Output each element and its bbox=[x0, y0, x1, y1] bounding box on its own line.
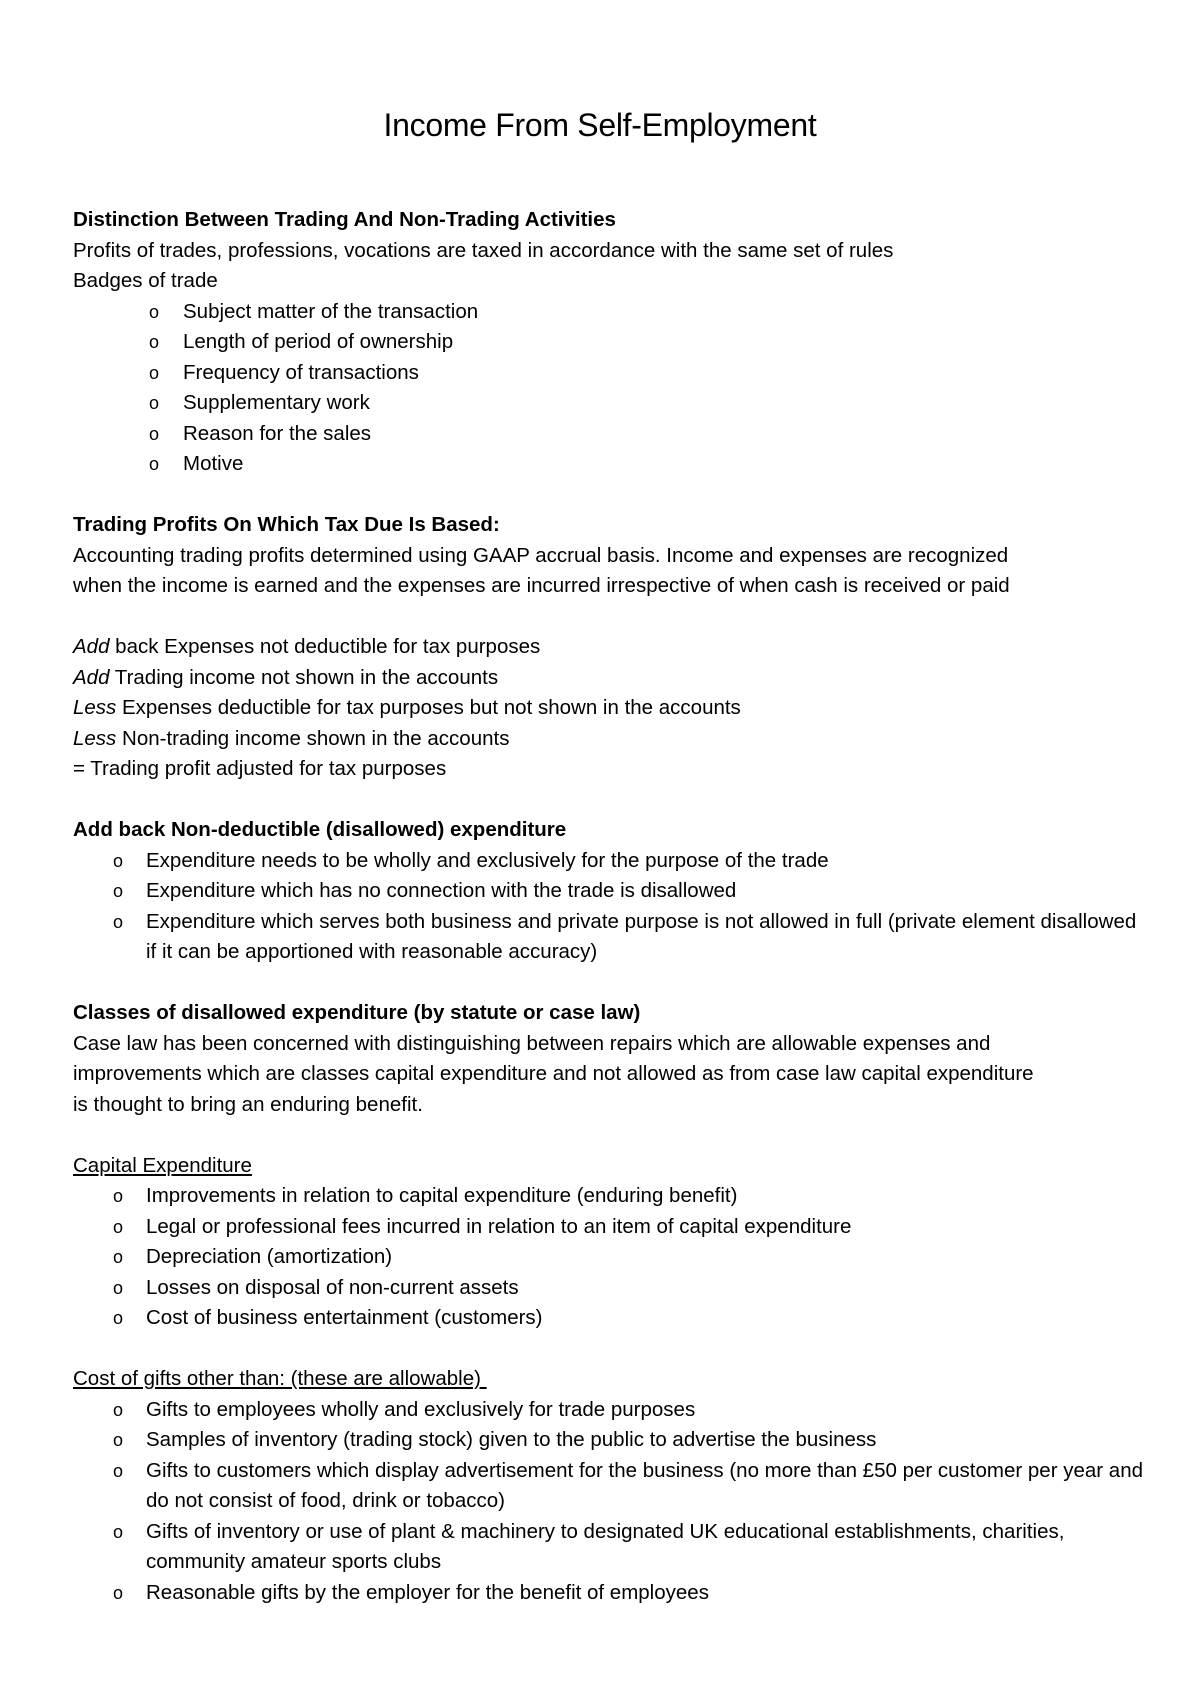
list-item: o Cost of business entertainment (customers) bbox=[73, 1303, 1153, 1334]
list-item: o Expenditure needs to be wholly and exclusively for the purpose of the trade bbox=[73, 846, 1153, 877]
list-item: o Gifts of inventory or use of plant & machinery to designated UK educational establishments, charities, community amateur sports clubs bbox=[73, 1517, 1153, 1578]
list-item: o Losses on disposal of non-current assets bbox=[73, 1273, 1153, 1304]
list-item: o Samples of inventory (trading stock) given to the public to advertise the business bbox=[73, 1425, 1153, 1456]
adjustment-total: = Trading profit adjusted for tax purposes bbox=[73, 757, 447, 780]
list-item: o Reasonable gifts by the employer for the benefit of employees bbox=[73, 1578, 1153, 1609]
bullet-icon: o bbox=[113, 881, 124, 901]
bullet-icon: o bbox=[149, 423, 160, 444]
spacer bbox=[73, 480, 1153, 511]
paragraph-line: when the income is earned and the expenses are incurred irrespective of when cash is received or paid bbox=[73, 574, 1010, 597]
paragraph-line: Accounting trading profits determined using GAAP accrual basis. Income and expenses are recognized bbox=[73, 543, 1009, 567]
bullet-icon: o bbox=[149, 362, 160, 383]
list-item: o Depreciation (amortization) bbox=[73, 1242, 1153, 1273]
document-body bbox=[73, 205, 1153, 1608]
section-heading-trading-distinction: Distinction Between Trading And Non-Trading Activities bbox=[73, 208, 616, 231]
spacer bbox=[73, 602, 1153, 633]
bullet-icon: o bbox=[113, 1216, 124, 1237]
list-item: o Expenditure which serves both business and private purpose is not allowed in full (private element disallowed if it can be apportioned with reasonable accuracy) bbox=[73, 907, 1153, 968]
spacer bbox=[73, 785, 1153, 816]
bullet-icon: o bbox=[113, 1186, 124, 1206]
list-item: o Length of period of ownership bbox=[73, 327, 1153, 358]
bullet-icon: o bbox=[113, 1308, 124, 1328]
list-item: o Subject matter of the transaction bbox=[73, 297, 1153, 328]
bullet-icon: o bbox=[113, 1399, 124, 1420]
paragraph-line: improvements which are classes capital expenditure and not allowed as from case law capital expenditure bbox=[73, 1062, 1034, 1085]
adjustment-line: Add Trading income not shown in the accounts bbox=[73, 665, 499, 689]
list-item: o Gifts to customers which display advertisement for the business (no more than £50 per customer per year and do not consist of food, drink or tobacco) bbox=[73, 1456, 1153, 1517]
paragraph-line: is thought to bring an enduring benefit. bbox=[73, 1092, 423, 1116]
bullet-icon: o bbox=[113, 911, 124, 932]
list-item: o Legal or professional fees incurred in relation to an item of capital expenditure bbox=[73, 1212, 1153, 1243]
bullet-icon: o bbox=[113, 1247, 124, 1267]
paragraph-line: Profits of trades, professions, vocations are taxed in accordance with the same set of rules bbox=[73, 238, 894, 262]
list-item: o Improvements in relation to capital expenditure (enduring benefit) bbox=[73, 1181, 1153, 1212]
bullet-icon: o bbox=[113, 1582, 124, 1603]
adjustment-line: Less Non-trading income shown in the accounts bbox=[73, 726, 510, 750]
section-heading-capital-expenditure: Capital Expenditure bbox=[73, 1153, 252, 1177]
section-heading-classes: Classes of disallowed expenditure (by statute or case law) bbox=[73, 1001, 641, 1024]
section-heading-gifts: Cost of gifts other than: (these are allowable) bbox=[73, 1367, 487, 1390]
section-heading-trading-profits: Trading Profits On Which Tax Due Is Based: bbox=[73, 513, 500, 536]
list-item: o Reason for the sales bbox=[73, 419, 1153, 450]
adjustment-line: Add back Expenses not deductible for tax purposes bbox=[73, 635, 541, 658]
bullet-icon: o bbox=[149, 332, 160, 352]
list-item: o Expenditure which has no connection with the trade is disallowed bbox=[73, 876, 1153, 907]
bullet-icon: o bbox=[149, 393, 160, 413]
bullet-icon: o bbox=[113, 1277, 124, 1298]
adjustment-line: Less Expenses deductible for tax purposes but not shown in the accounts bbox=[73, 696, 741, 719]
list-item: o Frequency of transactions bbox=[73, 358, 1153, 389]
list-item: o Motive bbox=[73, 449, 1153, 480]
bullet-icon: o bbox=[113, 850, 124, 871]
bullet-icon: o bbox=[113, 1430, 124, 1450]
spacer bbox=[73, 1120, 1153, 1151]
paragraph-line: Case law has been concerned with distinguishing between repairs which are allowable expenses and bbox=[73, 1031, 991, 1055]
list-item: o Gifts to employees wholly and exclusively for trade purposes bbox=[73, 1395, 1153, 1426]
list-item: o Supplementary work bbox=[73, 388, 1153, 419]
spacer bbox=[73, 1334, 1153, 1365]
page-title: Income From Self-Employment bbox=[383, 107, 817, 143]
spacer bbox=[73, 968, 1153, 999]
bullet-icon: o bbox=[113, 1460, 124, 1481]
bullet-icon: o bbox=[149, 301, 160, 322]
section-heading-add-back: Add back Non-deductible (disallowed) expenditure bbox=[73, 818, 567, 841]
bullet-icon: o bbox=[149, 454, 160, 474]
paragraph-line: Badges of trade bbox=[73, 269, 218, 292]
bullet-icon: o bbox=[113, 1521, 124, 1542]
